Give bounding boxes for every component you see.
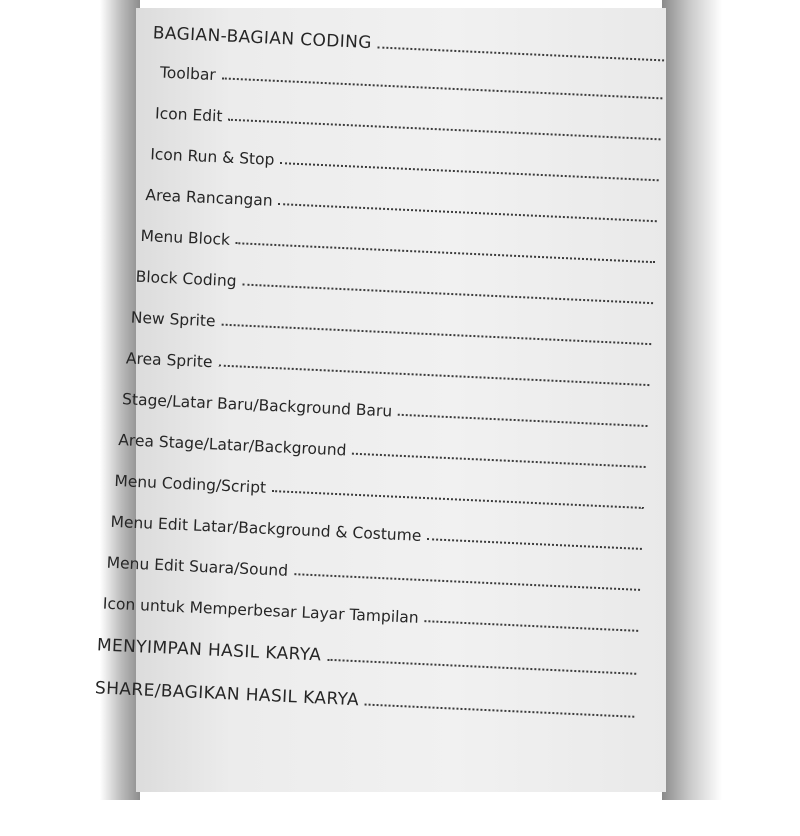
toc-entry-label: Menu Coding/Script	[114, 471, 267, 497]
toc-entry-menyimpan-hasil-karya	[97, 635, 637, 679]
toc-entry-icon-edit	[121, 103, 661, 145]
toc-entry-label: Menu Edit Suara/Sound	[106, 553, 289, 580]
dot-leader	[218, 365, 649, 387]
toc-entry-label: Block Coding	[135, 267, 238, 291]
toc-entry-label: BAGIAN-BAGIAN CODING	[152, 23, 373, 54]
dot-leader	[327, 659, 636, 675]
toc-entry-label: Stage/Latar Baru/Background Baru	[121, 390, 393, 421]
toc-entry-label: Menu Edit Latar/Background & Costume	[110, 512, 422, 545]
toc-entry-menu-edit-suara	[100, 553, 640, 595]
dot-leader	[378, 46, 665, 61]
toc-entry-label: Area Sprite	[125, 349, 213, 372]
dot-leader	[398, 414, 648, 427]
toc-entry-label: Icon Edit	[154, 104, 223, 126]
toc-entry-label: New Sprite	[130, 308, 216, 331]
toc-entry-menu-block	[115, 226, 655, 268]
toc-entry-block-coding	[113, 267, 653, 309]
toc-entry-label: Toolbar	[159, 63, 217, 85]
dot-leader	[278, 203, 656, 222]
toc-entry-label: SHARE/BAGIKAN HASIL KARYA	[94, 678, 360, 711]
dot-leader	[280, 162, 658, 181]
dot-leader	[294, 573, 640, 591]
toc-entry-toolbar	[123, 62, 663, 104]
toc-entry-menu-edit-latar	[102, 512, 642, 554]
toc-entry-bagian-bagian-coding	[124, 22, 664, 66]
toc-entry-icon-memperbesar-layar	[98, 594, 638, 636]
dot-leader	[228, 119, 660, 141]
toc-entry-menu-coding-script	[104, 471, 644, 513]
toc-entry-label: Area Stage/Latar/Background	[117, 431, 347, 460]
toc-entry-label: MENYIMPAN HASIL KARYA	[96, 635, 322, 666]
table-of-contents	[89, 0, 667, 836]
dot-leader	[236, 242, 655, 263]
dot-leader	[222, 77, 663, 99]
toc-entry-area-rancangan	[117, 185, 657, 227]
dot-leader	[427, 538, 642, 550]
toc-entry-label: Icon untuk Memperbesar Layar Tampilan	[102, 594, 420, 627]
dot-leader	[425, 620, 639, 632]
book-page	[94, 8, 666, 792]
toc-entry-share-bagikan-hasil-karya	[95, 678, 635, 722]
dot-leader	[272, 490, 644, 509]
toc-entry-label: Area Rancangan	[145, 186, 274, 210]
dot-leader	[221, 324, 651, 346]
dot-leader	[365, 704, 635, 718]
toc-entry-area-sprite	[110, 349, 650, 391]
toc-entry-new-sprite	[111, 308, 651, 350]
dot-leader	[242, 284, 653, 305]
toc-entry-label: Icon Run & Stop	[149, 145, 275, 169]
toc-entry-icon-run-stop	[119, 144, 659, 186]
toc-entry-stage-latar-baru	[108, 390, 648, 432]
dot-leader	[352, 453, 645, 468]
toc-entry-label: Menu Block	[140, 226, 231, 249]
page-shadow-right	[662, 0, 722, 800]
toc-entry-area-stage	[106, 431, 646, 473]
